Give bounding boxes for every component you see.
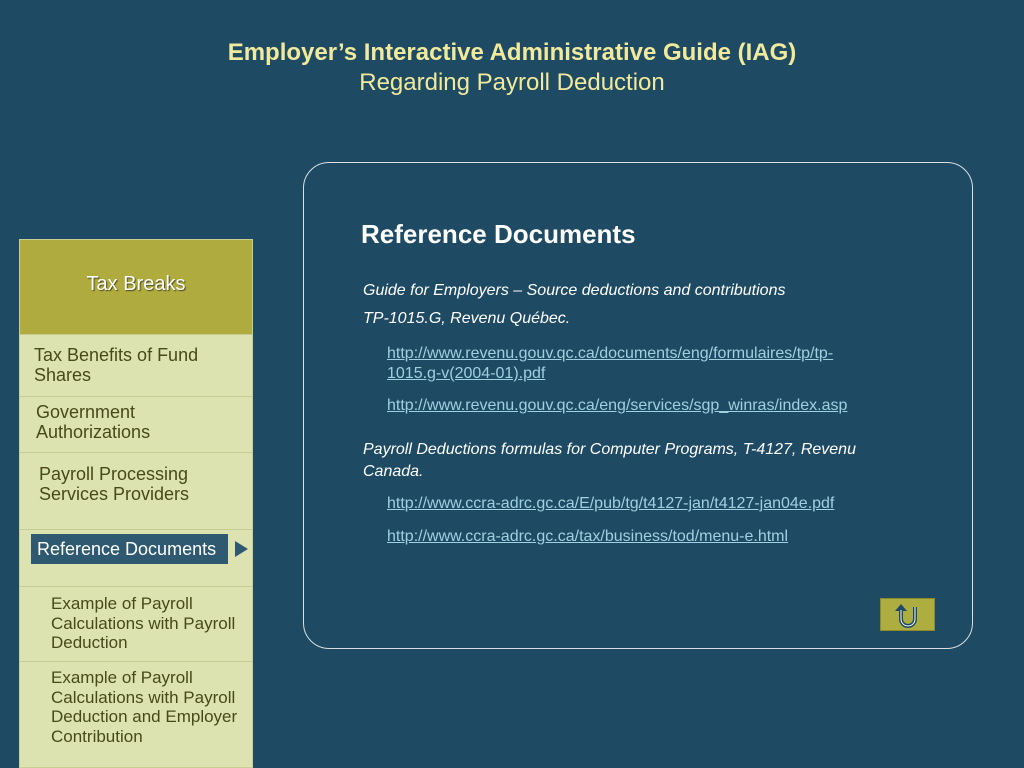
doc1-reference: TP-1015.G, Revenu Québec. [363,310,571,327]
sidebar [19,239,253,768]
link-text: http://www.revenu.gouv.qc.ca/documents/eng/formulaires/tp/tp- [387,345,834,362]
doc1-title: Guide for Employers – Source deductions and contributions [363,282,786,299]
active-item-highlight [31,534,228,564]
link-text: 1015.g-v(2004-01).pdf [387,365,546,382]
sidebar-item-example-employer-contribution[interactable] [20,661,252,767]
sidebar-item-label: Authorizations [36,422,151,442]
sidebar-header[interactable] [20,240,252,335]
active-arrow-icon [235,541,248,557]
sidebar-item-label: Example of Payroll [51,668,193,687]
sidebar-item-label: Deduction and Employer [51,707,238,726]
doc2-web-link[interactable]: http://www.ccra-adrc.gc.ca/tax/business/tod/menu-e.html [387,528,789,545]
sidebar-item-example-payroll-deduction[interactable] [20,586,252,662]
u-turn-back-icon [894,602,922,628]
sidebar-item-label: Tax Benefits of Fund [34,345,199,365]
sidebar-item-label: Services Providers [39,484,190,504]
sidebar-item-label: Shares [34,365,92,385]
sidebar-item-label: Deduction [51,633,128,652]
doc2-title-line: Payroll Deductions formulas for Computer Programs, T-4127, Revenu [363,441,856,458]
doc2-title [363,439,856,483]
page-title: Employer’s Interactive Administrative Guide (IAG) [227,39,797,66]
sidebar-header-label: Tax Breaks [86,273,186,295]
sidebar-item-label: Calculations with Payroll [51,613,236,633]
back-button[interactable] [880,598,935,631]
sidebar-item-label: Example of Payroll [51,594,193,613]
sidebar-item-label: Contribution [51,726,143,746]
sidebar-item-label: Calculations with Payroll [51,687,236,707]
doc1-pdf-link[interactable] [387,344,833,384]
content-panel [303,162,973,649]
page-header [0,38,1024,98]
doc2-title-line: Canada. [363,463,424,480]
sidebar-item-government-authorizations[interactable] [20,396,252,453]
sidebar-item-payroll-processing[interactable] [20,452,252,530]
doc1-web-link[interactable]: http://www.revenu.gouv.qc.ca/eng/services/sgp_winras/index.asp [387,397,848,414]
page-subtitle: Regarding Payroll Deduction [359,69,665,96]
sidebar-item-label: Government [36,402,136,422]
panel-title: Reference Documents [361,219,636,249]
sidebar-item-tax-benefits[interactable] [20,334,252,397]
sidebar-item-label: Reference Documents [37,539,217,559]
sidebar-item-reference-documents[interactable] [20,529,252,587]
sidebar-item-label: Payroll Processing [39,464,189,484]
doc2-pdf-link[interactable]: http://www.ccra-adrc.gc.ca/E/pub/tg/t4127-jan/t4127-jan04e.pdf [387,495,835,512]
